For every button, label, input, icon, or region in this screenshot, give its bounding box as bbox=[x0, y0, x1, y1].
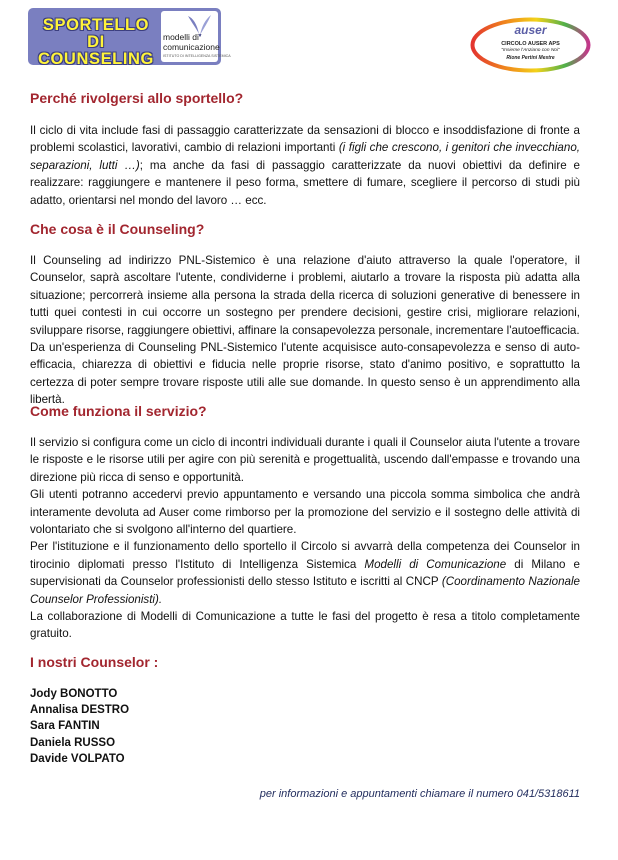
paragraph: Il servizio si configura come un ciclo di incontri individuali durante i quali il Counselor aiuta l'utente a trovare le risposte e le risorse utili per agire con più serenità e progettualità, uscendo dall'empasse e trovando una direzione più ricca di senso e opportunità. bbox=[30, 436, 580, 484]
counselors-heading: I nostri Counselor : bbox=[30, 654, 159, 670]
brand-tagline: ISTITUTO DI INTELLIGENZA SISTEMICA bbox=[163, 54, 231, 58]
text-span: di Milano e supervisionati da Counselor professionisti dello stesso Istituto e iscritti al CNCP bbox=[30, 557, 580, 589]
section-body-come-funziona bbox=[30, 434, 580, 643]
list-item bbox=[30, 686, 129, 702]
paragraph: La collaborazione di Modelli di Comunicazione a tutte le fasi del progetto è resa a titolo completamente gratuito. bbox=[30, 610, 580, 641]
last-name: FANTIN bbox=[58, 720, 100, 733]
paragraph bbox=[30, 122, 580, 209]
sportello-counseling-logo bbox=[28, 8, 231, 68]
sportello-title-line1: SPORTELLO DI bbox=[42, 16, 150, 51]
italic-span: (Coordinamento Nazionale Counselor Professionisti). bbox=[30, 575, 580, 606]
first-name: Jody bbox=[30, 688, 57, 700]
section-heading-come-funziona: Come funziona il servizio? bbox=[30, 403, 207, 419]
first-name: Davide bbox=[30, 752, 68, 765]
auser-motto: "Insieme l'Anziano con Noi" bbox=[501, 48, 560, 53]
text-span: Il ciclo di vita include fasi di passaggio caratterizzate da sensazioni di blocco e insoddisfazione di fronte a problemi scolastici, lavorativi, cambio di relazioni importanti bbox=[30, 124, 580, 155]
italic-span: Modelli di Comunicazione bbox=[364, 557, 507, 571]
text-span: ; ma anche da fasi di passaggio caratterizzate da nuovi obiettivi da definire e realizzare: raggiungere e mantenere il peso forma, smettere di fumare, scegliere il percorso di studi più adatto, orientarsi nel mondo del lavoro … ecc. bbox=[30, 158, 580, 207]
list-item bbox=[30, 751, 129, 767]
first-name: Annalisa bbox=[30, 704, 78, 717]
header bbox=[0, 0, 618, 80]
section-body-perche bbox=[30, 122, 580, 209]
sportello-title-line2: COUNSELING bbox=[37, 50, 154, 68]
counselor-list bbox=[30, 686, 129, 767]
auser-circolo: CIRCOLO AUSER APS bbox=[501, 41, 560, 47]
first-name: Daniela bbox=[30, 736, 71, 749]
auser-rione: Rione Pertini Mestre bbox=[506, 55, 555, 61]
list-item bbox=[30, 702, 129, 718]
italic-span: (i figli che crescono, i genitori che invecchiano, separazioni, lutti …) bbox=[30, 141, 580, 172]
paragraph: Il Counseling ad indirizzo PNL-Sistemico è una relazione d'aiuto attraverso la quale l'operatore, il Counselor, saprà ascoltare l'utente, condividerne i problemi, aiutarlo a trovare la risposta più adatta alla situazione; percorrerà insieme alla persona la strada della ricerca di soluzioni generative di benessere in tutti quei contesti in cui occorre un sostegno per prendere decisioni, gestire crisi, migliorare relazioni, sviluppare risorse, raggiungere obiettivi, affinare la consapevolezza personale, incrementare l'autoefficacia. bbox=[30, 254, 580, 337]
paragraph bbox=[30, 538, 580, 608]
paragraph: Gli utenti potranno accedervi previo appuntamento e versando una piccola somma simbolica che andrà interamente devoluta ad Auser come rimborso per la promozione del servizio e il sostegno delle attività di volontariato che si svolgono all'interno del quartiere. bbox=[30, 488, 580, 537]
text-span: Per l'istituzione e il funzionamento dello sportello il Circolo si avvarrà della competenza dei Counselor in tirocinio diplomati presso l'Istituto di Intelligenza Sistemica bbox=[30, 540, 580, 571]
sportello-title bbox=[34, 12, 158, 68]
paragraph: Da un'esperienza di Counseling PNL-Sistemico l'utente acquisisce auto-consapevolezza e senso di auto-efficacia, chiarezza di obiettivi e fiducia nelle proprie risorse, stato d'animo positivo, e soprattutto la certezza di poter sempre trovare risposte utili alle sue domande. In questo senso è un apprendimento alla libertà. bbox=[30, 341, 580, 407]
section-heading-perche: Perché rivolgersi allo sportello? bbox=[30, 90, 244, 106]
footer-contact: per informazioni e appuntamenti chiamare il numero 041/5318611 bbox=[259, 788, 580, 800]
auser-logo bbox=[470, 17, 591, 73]
section-heading-che-cosa: Che cosa è il Counseling? bbox=[30, 221, 205, 237]
last-name: BONOTTO bbox=[60, 688, 118, 700]
list-item bbox=[30, 735, 129, 751]
section-body-che-cosa bbox=[30, 252, 580, 409]
brand-line1: modelli di bbox=[163, 32, 199, 42]
modelli-comunicazione-logo bbox=[161, 11, 231, 62]
first-name: Sara bbox=[30, 720, 55, 733]
list-item bbox=[30, 718, 129, 734]
last-name: VOLPATO bbox=[70, 752, 125, 765]
auser-brand: auser bbox=[514, 23, 547, 37]
last-name: RUSSO bbox=[74, 736, 116, 749]
last-name: DESTRO bbox=[81, 704, 130, 717]
brand-line2: comunicazione bbox=[163, 42, 220, 52]
